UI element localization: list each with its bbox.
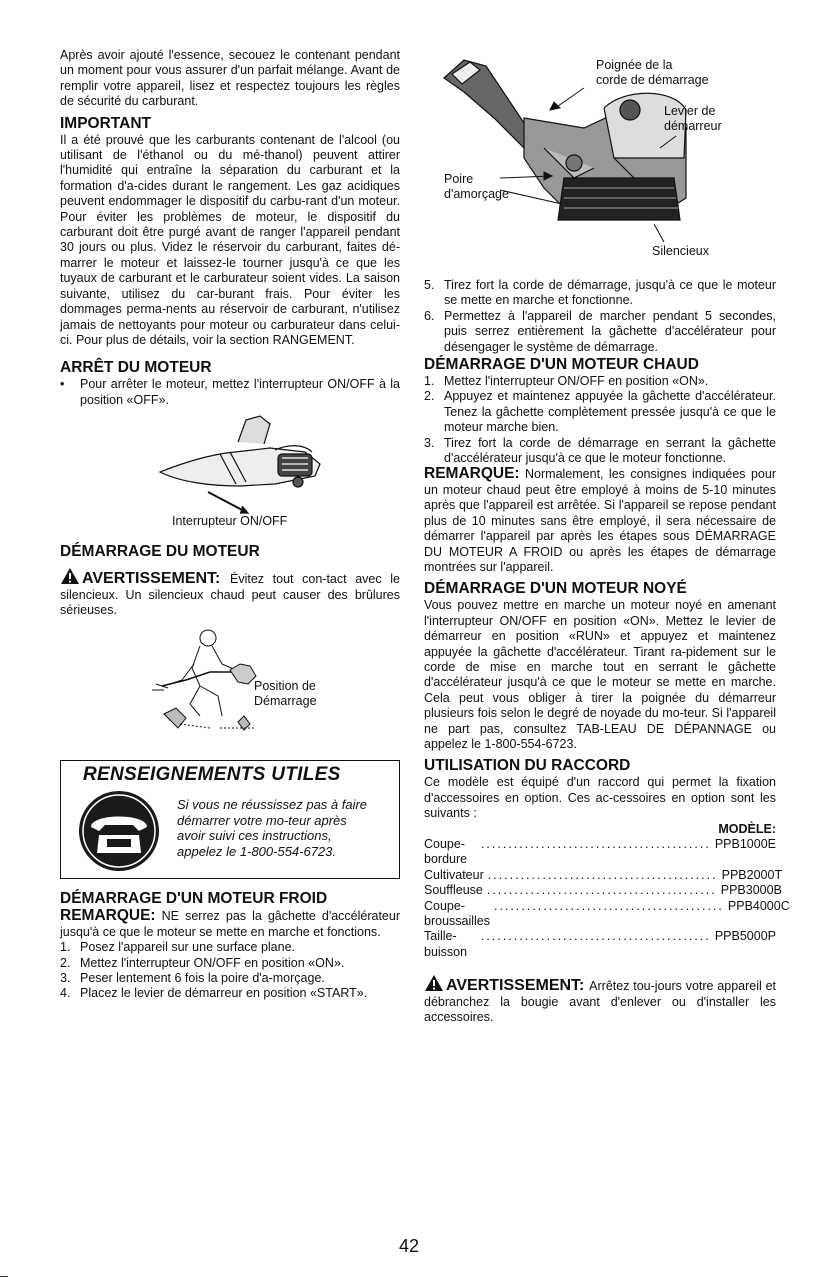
warning-triangle-icon (424, 974, 444, 992)
warning-text: Évitez tout con-tact avec le silencieux. Un silencieux chaud peut causer des brûlures sérieuses. (60, 572, 400, 617)
list-item: 2. Appuyez et maintenez appuyée la gâchette d'accélérateur. Tenez la gâchette complètement pressée jusqu'à ce que le moteur marche bien. (424, 389, 776, 435)
table-row: Coupe-broussailles .......................................... PPB4000C (424, 898, 790, 929)
starter-lever-label-2: démarreur (664, 119, 722, 133)
list-item: 1. Mettez l'interrupteur ON/OFF en position «ON». (424, 374, 709, 389)
start-position-figure (60, 624, 400, 742)
info-box-title: RENSEIGNEMENTS UTILES (83, 764, 341, 786)
switch-label: Interrupteur ON/OFF (172, 514, 288, 529)
corner-mark (0, 1276, 8, 1277)
coupler-heading: UTILISATION DU RACCORD (424, 757, 631, 775)
accessory-warning-text: Arrêtez tou-jours votre appareil et débranchez la bougie avant d'enlever ou d'installer les accessoires. (424, 979, 776, 1025)
table-row: Souffleuse .......................................... PPB3000B (424, 883, 782, 898)
table-row: Cultivateur .......................................... PPB2000T (424, 867, 783, 882)
starter-handle-label-2: corde de démarrage (596, 73, 709, 87)
flooded-start-heading: DÉMARRAGE D'UN MOTEUR NOYÉ (424, 580, 687, 598)
right-column (424, 48, 790, 1025)
list-item: 5. Tirez fort la corde de démarrage, jusqu'à ce que le moteur se mette en marche et fonctionne. (424, 278, 776, 308)
engine-controls-figure (424, 48, 776, 270)
left-column (60, 48, 400, 1002)
remark-label: REMARQUE: (424, 465, 520, 483)
warning-label: AVERTISSEMENT: (60, 570, 230, 587)
cold-start-remark (60, 908, 400, 940)
switch-figure (60, 414, 400, 532)
list-item: 3. Tirez fort la corde de démarrage en serrant la gâchette d'accélérateur jusqu'à ce que le moteur fonctionne. (424, 435, 776, 466)
list-item: 3. Peser lentement 6 fois la poire d'a-morçage. (60, 970, 325, 985)
start-warning-paragraph (60, 567, 400, 618)
primer-bulb-label-2: d'amorçage (444, 187, 509, 201)
cold-start-steps-continued (424, 278, 776, 355)
list-item: 4. Placez le levier de démarreur en position «START». (60, 986, 368, 1001)
start-position-label-1: Position de (254, 679, 316, 694)
start-position-label-2: Démarrage (254, 694, 317, 709)
important-heading: IMPORTANT (60, 114, 151, 132)
table-row: Taille-buisson .......................................... PPB5000P (424, 929, 776, 959)
info-box-text: Si vous ne réussissez pas à faire démarrer votre mo-teur après avoir suivi ces instructions, appelez le 1-800-554-6723. (177, 797, 368, 859)
list-item: 1. Posez l'appareil sur une surface plane. (60, 940, 296, 955)
cold-start-heading: DÉMARRAGE D'UN MOTEUR FROID (60, 890, 328, 908)
accessories-table (424, 821, 790, 961)
stop-engine-item: • Pour arrêter le moteur, mettez l'interrupteur ON/OFF à la position «OFF». (60, 377, 400, 407)
list-item: 6. Permettez à l'appareil de marcher pendant 5 secondes, puis serrez entièrement la gâchette d'accélérateur pour désengager le système de démarrage. (424, 308, 776, 354)
starter-handle-label-1: Poignée de la (596, 58, 673, 72)
warning-triangle-icon (60, 567, 80, 585)
start-engine-heading: DÉMARRAGE DU MOTEUR (60, 543, 260, 561)
warm-start-steps (424, 374, 776, 466)
cold-start-steps (60, 940, 400, 1002)
remark-label: REMARQUE: (60, 907, 156, 925)
important-paragraph: Il a été prouvé que les carburants contenant de l'alcool (ou utilisant de l'éthanol ou du mé-thanol) peuvent attirer l'humidité qui entraîne la séparation du carburant et la formation d'a-cides durant le rangement. Les gaz acidiques peuvent endommager le dispositif du carbu-rant d'un moteur. Pour éviter les problèmes de moteur, le dispositif du carburant doit être purgé avant de ranger l'appareil pendant 30 jours ou plus. Videz le réservoir du carburant, faites dé-marrer le moteur et laissez-le tourner jusqu'à ce que les tuyaux de carburant et le carburateur soient vides. La saison suivante, utilisez du car-burant frais. Pour éviter les dommages perma-nents au réservoir de carburant, n'utilisez jamais de nettoyants pour moteur ou carburateur dans celui-ci. Pour plus de détails, voir la section RANGEMENT. (60, 132, 400, 347)
start-position-illustration (60, 624, 400, 742)
intro-paragraph: Après avoir ajouté l'essence, secouez le contenant pendant un moment pour vous assurer d'un parfait mélange. Avant de remplir votre appareil, lisez et respectez toujours les règles de sécurité du carburant. (60, 48, 400, 109)
primer-bulb-label-1: Poire (444, 172, 474, 186)
page-number: 42 (399, 1236, 420, 1256)
stop-engine-heading: ARRÊT DU MOTEUR (60, 359, 212, 377)
helpful-info-box (60, 760, 400, 879)
model-header: MODÈLE: (718, 821, 776, 836)
warning-label: AVERTISSEMENT: (424, 977, 589, 994)
cold-start-remark-text: NE serrez pas la gâchette d'accélérateur jusqu'à ce que le moteur se mette en marche et fonctions. (60, 909, 400, 939)
warm-start-remark-text: Normalement, les consignes indiquées pour un moteur chaud peut être employé à moins de 5-10 minutes après que l'appareil est arrêtée. Si l'appareil se repose pendant plus de 10 minutes sans être employé, il sera nécessaire de démarrer l'appareil par après les étapes sous DÉMARRAGE DU MOTEUR A FROID ou après les étapes de démarrage montrées sur l'appareil. (424, 467, 776, 574)
muffler-label: Silencieux (652, 244, 709, 258)
table-row: Coupe-bordure .......................................... PPB1000E (424, 837, 776, 867)
warm-start-remark (424, 466, 776, 575)
warm-start-heading: DÉMARRAGE D'UN MOTEUR CHAUD (424, 356, 699, 374)
coupler-paragraph: Ce modèle est équipé d'un raccord qui permet la fixation d'accessoires en option. Ces ac-cessoires en option sont les suivants : (424, 775, 776, 821)
starter-lever-label-1: Levier de (664, 104, 716, 118)
list-item: 2. Mettez l'interrupteur ON/OFF en position «ON». (60, 955, 345, 970)
switch-illustration (60, 414, 400, 518)
flooded-start-paragraph: Vous pouvez mettre en marche un moteur noyé en amenant l'interrupteur ON/OFF en position «ON». Mettez le levier de démarreur en position «RUN» et appuyez et maintenez appuyée la gâchette d'accélérateur. Tirant ra-pidement sur le corde de mise en marche tout en serrant le gâchette d'accélérateur jusqu'à ce que le moteur se mette en marche. Cela peut vous obliger à tirer la poignée du démarreur plusieurs fois selon le degré de noyade du mo-teur. Si l'appareil ne part pas, consultez TAB-LEAU DE DÉPANNAGE ou appelez le 1-800-554-6723. (424, 598, 776, 751)
accessory-warning-paragraph (424, 974, 776, 1025)
stop-engine-list (60, 377, 400, 408)
telephone-icon (69, 789, 169, 873)
